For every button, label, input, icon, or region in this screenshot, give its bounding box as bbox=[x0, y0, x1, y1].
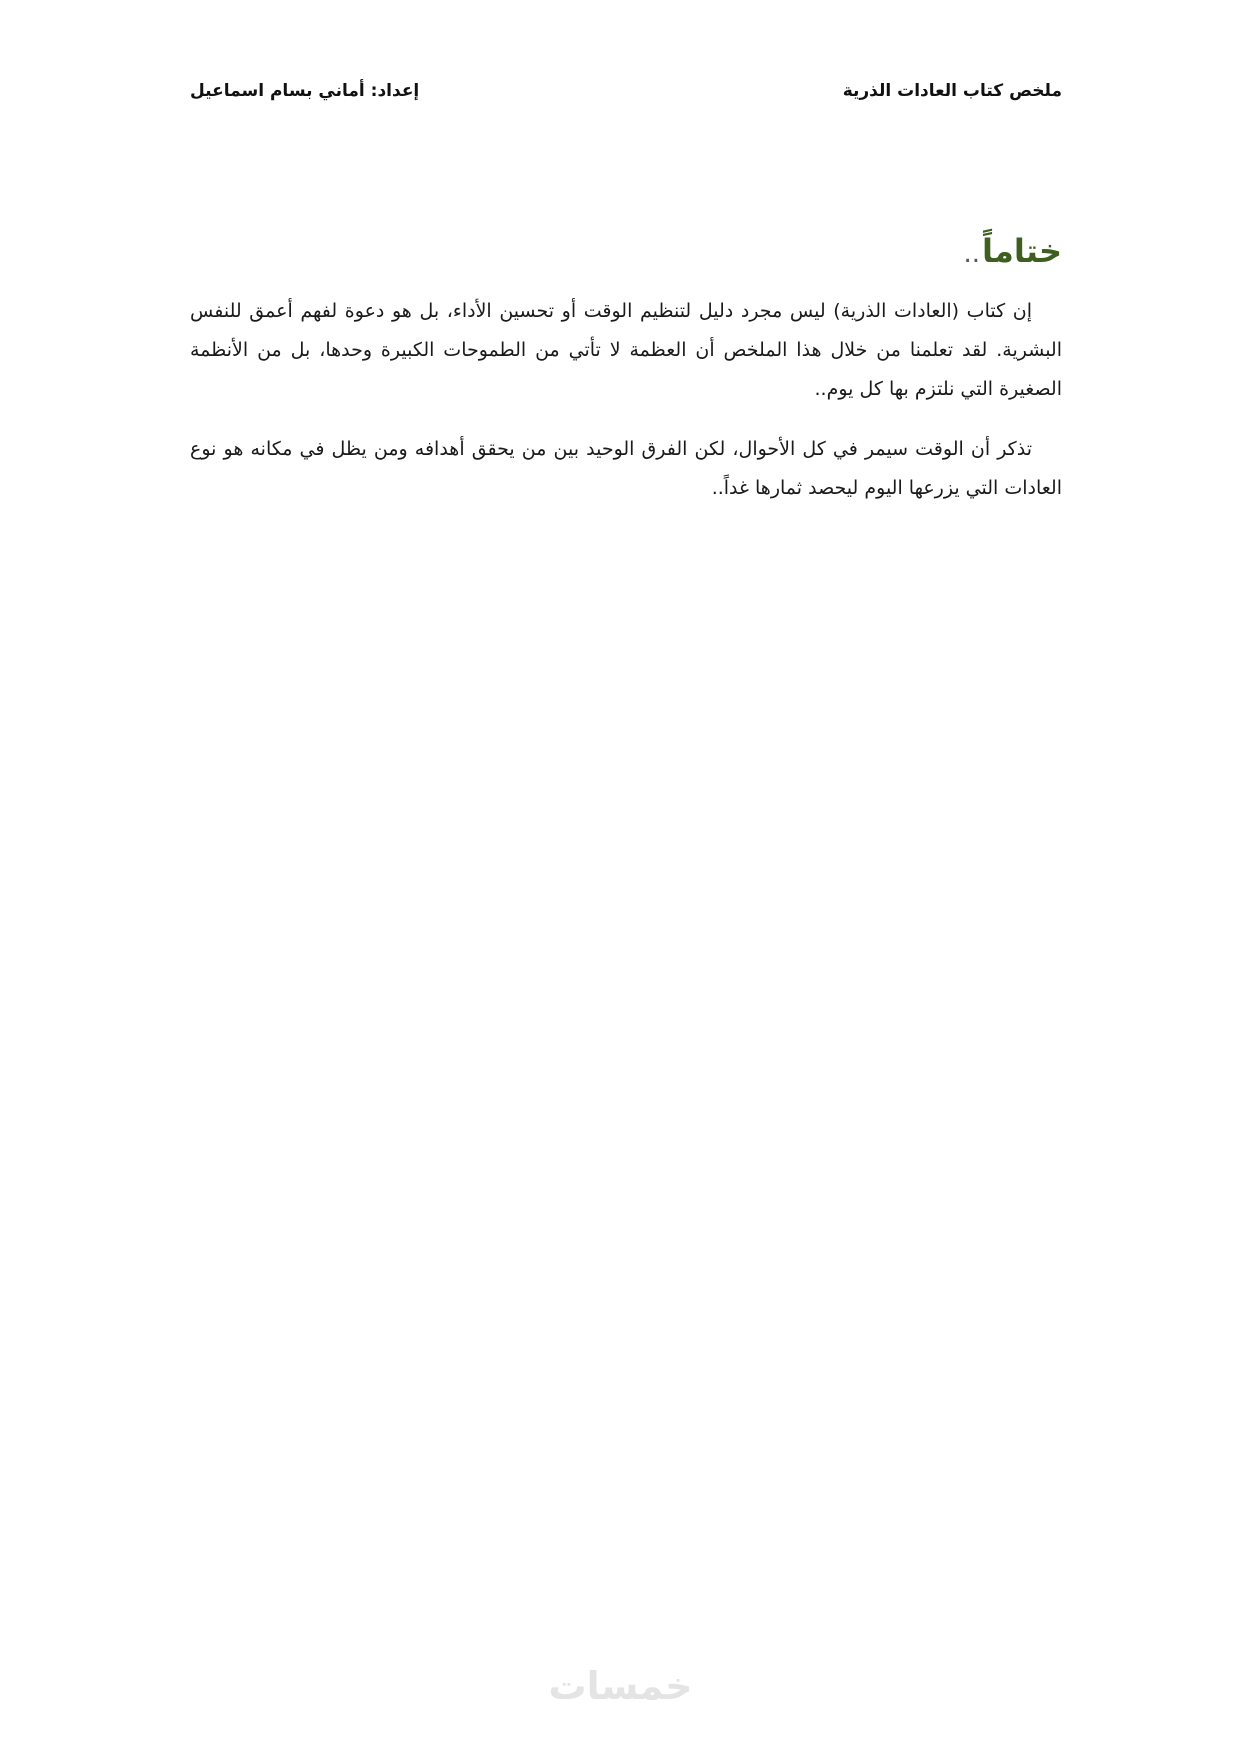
watermark-logo: خمسات bbox=[548, 1664, 693, 1708]
section-heading bbox=[190, 232, 1062, 270]
header-author-credit: إعداد: أماني بسام اسماعيل bbox=[190, 81, 420, 101]
section-title: ختاماً bbox=[982, 232, 1062, 270]
page-header bbox=[190, 76, 1062, 106]
page-content bbox=[190, 232, 1062, 529]
section-title-suffix: .. bbox=[963, 239, 981, 269]
paragraph-2: تذكر أن الوقت سيمر في كل الأحوال، لكن الفرق الوحيد بين من يحقق أهدافه ومن يظل في مكانه هو نوع العادات التي يزرعها اليوم ليحصد ثمارها غداً.. bbox=[190, 438, 1062, 499]
paragraph-1: إن كتاب (العادات الذرية) ليس مجرد دليل لتنظيم الوقت أو تحسين الأداء، بل هو دعوة لفهم أعمق للنفس البشرية. لقد تعلمنا من خلال هذا الملخص أن العظمة لا تأتي من الطموحات الكبيرة وحدها، بل من الأنظمة الصغيرة التي نلتزم بها كل يوم.. bbox=[190, 300, 1062, 400]
header-book-title: ملخص كتاب العادات الذرية bbox=[842, 81, 1062, 101]
